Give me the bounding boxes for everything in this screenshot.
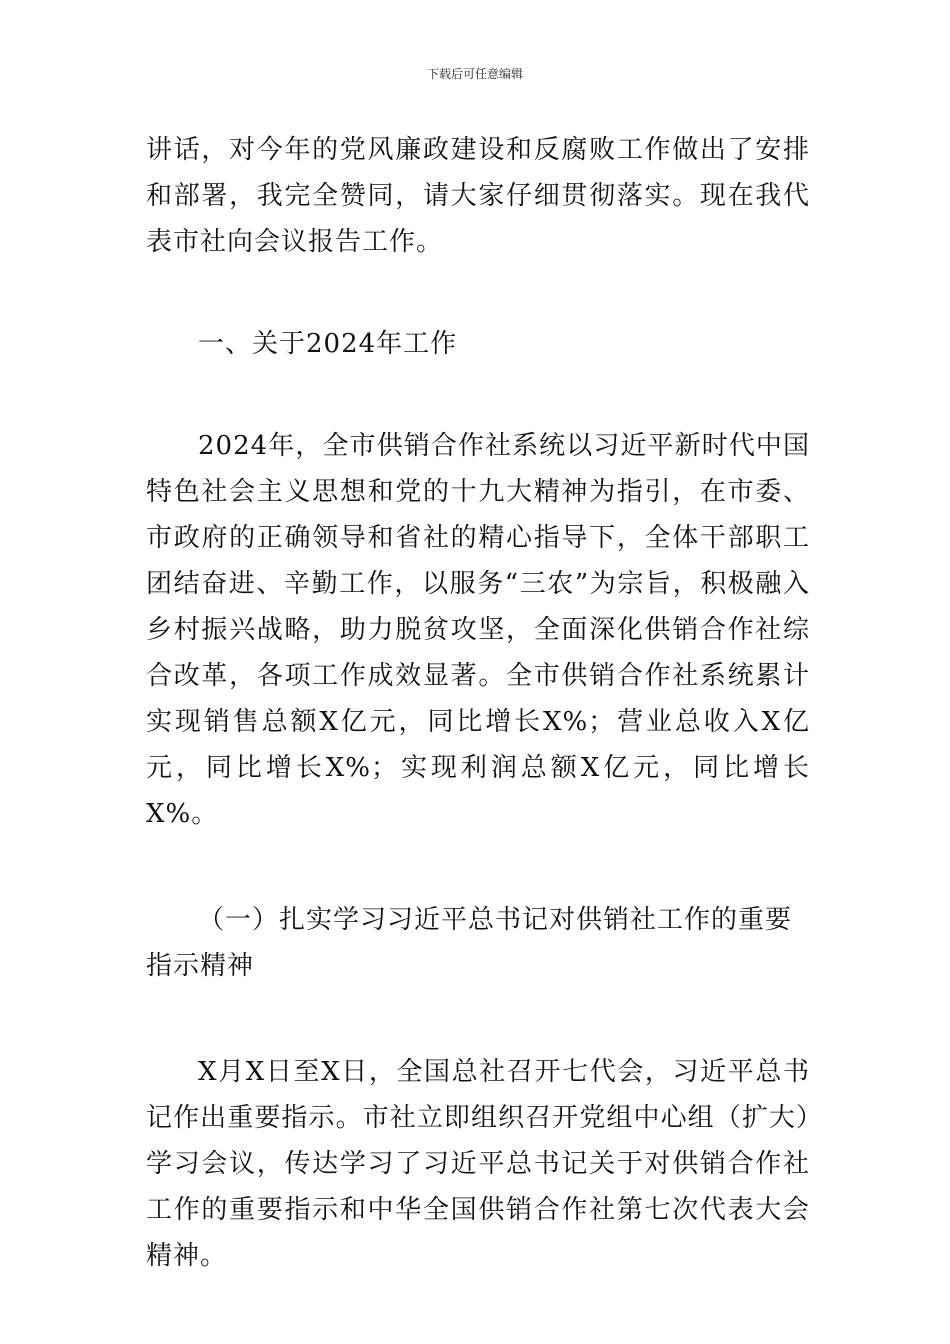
paragraph-study-meeting: X月X日至X日，全国总社召开七代会，习近平总书记作出重要指示。市社立即组织召开党组中心组（扩大）学习会议，传达学习了习近平总书记关于对供销合作社工作的重要指示和中华全国供销合作社第七次代表大会精神。: [146, 1057, 810, 1271]
section-heading-2024-work: 一、关于2024年工作: [198, 329, 458, 359]
page-header-note: 下载后可任意编辑: [426, 67, 523, 81]
paragraph-intro-continuation: 讲话，对今年的党风廉政建设和反腐败工作做出了安排和部署，我完全赞同，请大家仔细贯彻落实。现在我代表市社向会议报告工作。: [146, 135, 810, 257]
paragraph-2024-summary: 2024年，全市供销合作社系统以习近平新时代中国特色社会主义思想和党的十九大精神为指引，在市委、市政府的正确领导和省社的精心指导下，全体干部职工团结奋进、辛勤工作，以服务“三农”为宗旨，积极融入乡村振兴战略，助力脱贫攻坚，全面深化供销合作社综合改革，各项工作成效显著。全市供销合作社系统累计实现销售总额X亿元，同比增长X%；营业总收入X亿元，同比增长X%；实现利润总额X亿元，同比增长X%。: [146, 431, 810, 829]
document-body: [146, 127, 810, 1279]
subsection-heading-study-instructions: （一）扎实学习习近平总书记对供销社工作的重要指示精神: [146, 905, 793, 981]
